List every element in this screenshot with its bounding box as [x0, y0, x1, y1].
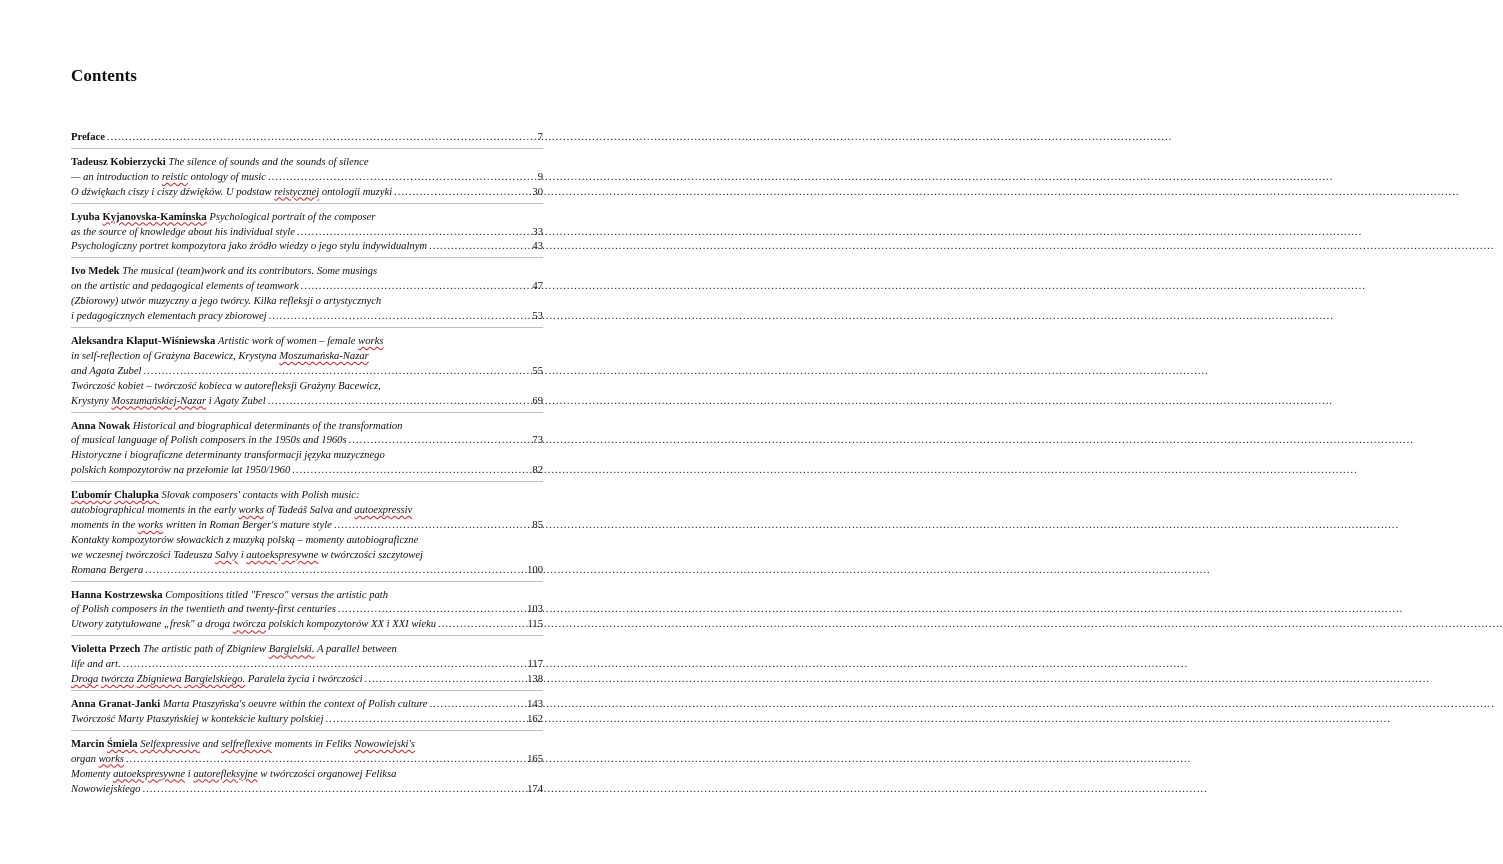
- toc-line: [71, 280, 543, 295]
- toc-entry: [71, 420, 543, 483]
- toc-title-text: Artistic work of women – female works: [218, 335, 384, 347]
- toc-author: Tadeusz Kobierzycki: [71, 156, 166, 168]
- toc-line: [71, 226, 543, 241]
- page-number: 115: [527, 619, 543, 631]
- toc-title-text: The artistic path of Zbigniew Bargielski. A parallel between: [142, 644, 397, 656]
- dot-leader: [126, 753, 525, 768]
- dot-leader: [334, 519, 531, 534]
- toc-title-text: Momenty autoekspresywne i autorefleksyjne w twórczości organowej Feliksa: [71, 768, 397, 780]
- dot-leader: [430, 698, 526, 713]
- toc-title-text: Psychologiczny portret kompozytora jako źródło wiedzy o jego stylu indywidualnym: [71, 241, 428, 253]
- dot-leader: [301, 280, 531, 295]
- page-number: 162: [527, 713, 543, 725]
- toc-line: [71, 265, 543, 280]
- toc-line: [71, 658, 543, 673]
- toc-title-text: we wczesnej twórczości Tadeusza Salvy i autoekspresywne w twórczości szczytowej: [71, 549, 423, 561]
- toc-entry: [71, 738, 543, 800]
- toc-line: [71, 186, 543, 201]
- page-title: Contents: [71, 66, 137, 85]
- toc-author: Hanna Kostrzewska: [71, 589, 163, 601]
- toc-line: [71, 698, 543, 713]
- dot-leader: [438, 618, 525, 633]
- toc-title-text: moments in the works written in Roman Berger's mature style: [71, 519, 332, 531]
- toc-title-text: Utwory zatytułowane „fresk" a droga twórcza polskich kompozytorów XX i XXI wieku: [71, 619, 437, 631]
- toc-line: [71, 310, 543, 325]
- page-number: 73: [532, 435, 543, 447]
- toc-title-text: of Polish composers in the twentieth and twenty-first centuries: [71, 604, 336, 616]
- page-number: 7: [537, 132, 543, 143]
- toc-line: [71, 211, 543, 226]
- page-number: 43: [532, 241, 543, 253]
- page-number: 82: [532, 465, 543, 477]
- toc-title-text: Selfexpressive and selfreflexive moments in Feliks Nowowiejski's: [140, 738, 415, 750]
- toc-line: [71, 713, 543, 728]
- toc-author: Ľubomír Chalupka: [71, 490, 159, 502]
- page-number: 174: [527, 783, 543, 795]
- toc-author: Violetta Przech: [71, 644, 141, 656]
- toc-line: [71, 603, 543, 618]
- page-number: 55: [532, 365, 543, 377]
- toc-author: Aleksandra Kłaput-Wiśniewska: [71, 335, 216, 347]
- toc-line: [71, 519, 543, 534]
- page-number: 143: [527, 699, 543, 710]
- toc-title-text: Nowowiejskiego: [71, 783, 141, 795]
- toc-line: [71, 768, 543, 783]
- toc-entry: [71, 156, 543, 204]
- toc-line: [71, 395, 543, 410]
- page-number: 69: [532, 395, 543, 407]
- toc-title-text: Marta Ptaszyńska's oeuvre within the context of Polish culture: [162, 699, 428, 710]
- page-number: 138: [527, 674, 543, 686]
- page-number: 103: [527, 604, 543, 616]
- dot-leader: [268, 395, 531, 410]
- dot-leader: [142, 783, 525, 798]
- toc-title-text: The silence of sounds and the sounds of silence: [168, 156, 369, 168]
- page-number: 165: [527, 753, 543, 765]
- toc-entry: [71, 698, 543, 731]
- toc-title-text: life and art.: [71, 659, 121, 671]
- toc-author: Anna Granat-Janki: [71, 699, 161, 710]
- toc-line: [71, 131, 543, 146]
- dot-leader: [123, 658, 526, 673]
- toc-title-text: as the source of knowledge about his individual style: [71, 226, 295, 238]
- toc-title-text: Krystyny Moszumańskiej-Nazar i Agaty Zubel: [71, 395, 266, 407]
- toc-author: Preface: [71, 132, 105, 143]
- toc-title-text: on the artistic and pedagogical elements of teamwork: [71, 281, 299, 293]
- toc-title-text: Historyczne i biograficzne determinanty transformacji języka muzycznego: [71, 450, 385, 462]
- toc-line: [71, 434, 543, 449]
- toc-title-text: autobiographical moments in the early works of Tadeáš Salva and autoexpressiv: [71, 505, 413, 517]
- toc-title-text: polskich kompozytorów na przełomie lat 1950/1960: [71, 465, 291, 477]
- toc-title-text: Compositions titled "Fresco" versus the artistic path: [165, 589, 389, 601]
- page-number: 9: [537, 171, 543, 183]
- toc-line: [71, 738, 543, 753]
- toc-entry: [71, 211, 543, 259]
- toc-line: [71, 564, 543, 579]
- toc-line: [71, 156, 543, 171]
- page-number: 47: [532, 281, 543, 293]
- toc-author: Lyuba Kyjanovska-Kaminska: [71, 211, 207, 223]
- toc-author: Anna Nowak: [71, 420, 131, 432]
- toc-entry: [71, 265, 543, 328]
- toc-title-text: Romana Bergera: [71, 564, 144, 576]
- toc-title-text: Slovak composers' contacts with Polish music:: [161, 490, 360, 502]
- toc-entry: [71, 335, 543, 413]
- toc-line: [71, 335, 543, 350]
- toc-line: [71, 753, 543, 768]
- dot-leader: [292, 464, 530, 479]
- toc-line: [71, 295, 543, 310]
- toc-line: [71, 365, 543, 380]
- page-number: 85: [532, 519, 543, 531]
- toc-line: [71, 504, 543, 519]
- toc-title-text: in self-reflection of Grażyna Bacewicz, Krystyna Moszumańska-Nazar: [71, 350, 369, 362]
- dot-leader: [429, 240, 530, 255]
- toc-title-text: Twórczość kobiet – twórczość kobieca w autorefleksji Grażyny Bacewicz,: [71, 380, 381, 392]
- page-number: 33: [532, 226, 543, 238]
- toc-title-text: — an introduction to reistic ontology of music: [71, 171, 266, 183]
- toc-title-text: Droga twórcza Zbigniewa Bargielskiego. Paralela życia i twórczości: [71, 674, 363, 686]
- page-number: 117: [527, 659, 543, 671]
- toc-line: [71, 420, 543, 435]
- toc-line: [71, 464, 543, 479]
- toc-line: [71, 489, 543, 504]
- toc-author: Ivo Medek: [71, 266, 120, 278]
- toc-title-text: and Agata Zubel: [71, 365, 142, 377]
- toc-entry: [71, 643, 543, 691]
- toc-line: [71, 589, 543, 604]
- toc-title-text: Historical and biographical determinants of the transformation: [132, 420, 403, 432]
- dot-leader: [394, 186, 530, 201]
- toc-title-text: Psychological portrait of the composer: [209, 211, 376, 223]
- dot-leader: [326, 713, 526, 728]
- page-number: 100: [527, 564, 543, 576]
- toc-entry: [71, 131, 543, 149]
- toc-title-text: (Zbiorowy) utwór muzyczny a jego twórcy. Kilka refleksji o artystycznych: [71, 296, 382, 308]
- toc-line: [71, 449, 543, 464]
- toc-line: [71, 240, 543, 255]
- dot-leader: [349, 434, 531, 449]
- page-number: 30: [532, 186, 543, 198]
- toc-entry: [71, 589, 543, 637]
- toc-title-text: O dźwiękach ciszy i ciszy dźwięków. U podstaw reistycznej ontologii muzyki: [71, 186, 393, 198]
- toc-title-text: organ works: [71, 753, 124, 765]
- dot-leader: [297, 226, 530, 241]
- toc-title-text: The musical (team)work and its contributors. Some musings: [122, 266, 378, 278]
- toc-entry: [71, 489, 543, 581]
- toc-line: [71, 380, 543, 395]
- document-page: [0, 0, 611, 864]
- toc-author: Marcin Śmiela: [71, 738, 138, 750]
- toc-line: [71, 534, 543, 549]
- table-of-contents: [71, 131, 543, 806]
- toc-title-text: Twórczość Marty Ptaszyńskiej w kontekście kultury polskiej: [71, 713, 324, 725]
- toc-line: [71, 350, 543, 365]
- dot-leader: [268, 171, 536, 186]
- toc-title-text: Kontakty kompozytorów słowackich z muzyką polską – momenty autobiograficzne: [71, 534, 419, 546]
- dot-leader: [338, 603, 525, 618]
- toc-line: [71, 783, 543, 798]
- toc-title-text: of musical language of Polish composers in the 1950s and 1960s: [71, 435, 347, 447]
- dot-leader: [365, 673, 525, 688]
- toc-line: [71, 643, 543, 658]
- dot-leader: [143, 365, 530, 380]
- toc-line: [71, 549, 543, 564]
- dot-leader: [107, 131, 536, 146]
- dot-leader: [145, 564, 525, 579]
- toc-title-text: i pedagogicznych elementach pracy zbiorowej: [71, 311, 267, 323]
- toc-line: [71, 618, 543, 633]
- page-number: 53: [532, 311, 543, 323]
- toc-line: [71, 171, 543, 186]
- toc-line: [71, 673, 543, 688]
- dot-leader: [269, 310, 531, 325]
